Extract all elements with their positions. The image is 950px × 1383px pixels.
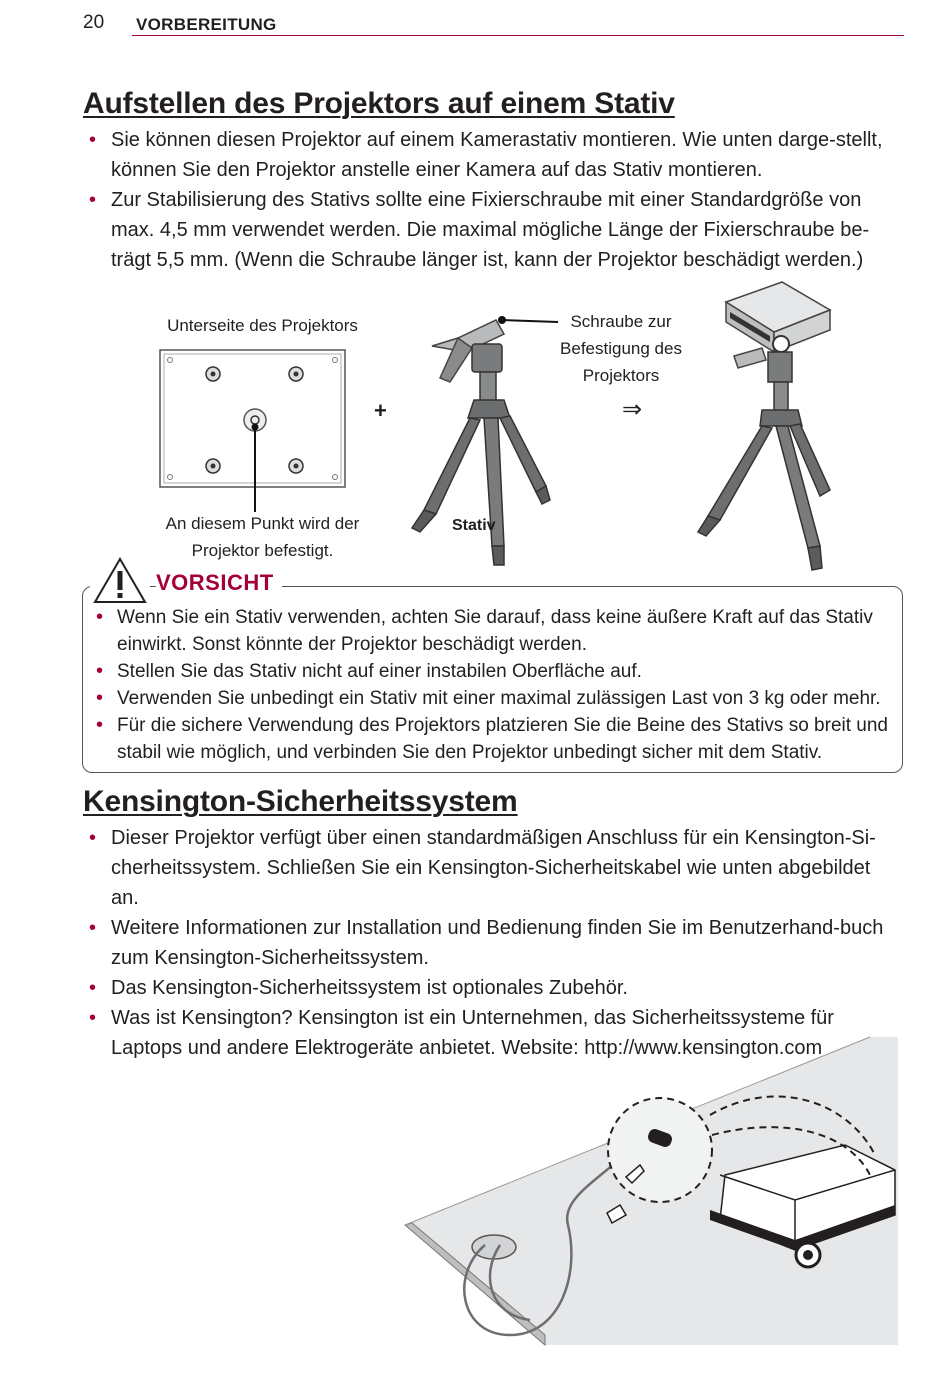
list-item: • Dieser Projektor verfügt über einen standardmäßigen Anschluss für ein Kensington-Si-cherheitssystem. Schließen Sie ein Kensington-Sicherheitskabel wie unten abgebildet an. (83, 823, 899, 913)
plus-symbol: + (374, 398, 387, 423)
tripod-label: Stativ (452, 517, 496, 534)
caution-triangle-bg (90, 556, 150, 606)
screw-label: Schraube zur Befestigung des Projektors (560, 312, 682, 385)
page-number: 20 (83, 12, 105, 33)
list-item: • Weitere Informationen zur Installation und Bedienung finden Sie im Benutzerhand-buch zum Kensington-Sicherheitssystem. (83, 913, 899, 973)
list-item: • Wenn Sie ein Stativ verwenden, achten Sie darauf, dass keine äußere Kraft auf das Stativ einwirkt. Sonst könnte der Projektor beschädigt werden. (82, 604, 900, 658)
kensington-bullet-list (83, 823, 899, 1063)
caution-title: VORSICHT (156, 570, 282, 596)
tripod-section-title: Aufstellen des Projektors auf einem Stativ (83, 87, 675, 120)
warning-triangle-icon (90, 556, 150, 606)
list-item: • Sie können diesen Projektor auf einem Kamerastativ montieren. Wie unten darge-stellt, können Sie den Projektor anstelle einer Kamera auf das Stativ montieren. (83, 125, 899, 185)
caution-bullet-list (82, 604, 900, 766)
underside-label: Unterseite des Projektors (167, 316, 358, 335)
list-item: • Stellen Sie das Stativ nicht auf einer instabilen Oberfläche auf. (82, 658, 900, 685)
arrow-symbol: ⇒ (622, 396, 643, 423)
kensington-lock-illustration (400, 1035, 900, 1350)
list-item: • Zur Stabilisierung des Stativs sollte eine Fixierschraube mit einer Standardgröße von max. 4,5 mm verwendet werden. Die maximal mögliche Länge der Fixierschraube be-trägt 5,5 mm. (Wenn die Schraube länger ist, kann der Projektor beschädigt werden.) (83, 185, 899, 275)
mount-point-label: An diesem Punkt wird der Projektor befestigt. (165, 514, 360, 560)
list-item: • Für die sichere Verwendung des Projektors platzieren Sie die Beine des Stativs so breit und stabil wie möglich, und verbinden Sie den Projektor unbedingt sicher mit dem Stativ. (82, 712, 900, 766)
header-rule (132, 35, 904, 36)
section-header: VORBEREITUNG (136, 15, 277, 34)
list-item: • Verwenden Sie unbedingt ein Stativ mit einer maximal zulässigen Last von 3 kg oder mehr. (82, 685, 900, 712)
projector-underside-illustration (150, 340, 360, 520)
tripod-bullet-list (83, 125, 899, 275)
tripod-with-projector-illustration (690, 276, 840, 576)
kensington-section-title: Kensington-Sicherheitssystem (83, 785, 518, 818)
list-item: • Das Kensington-Sicherheitssystem ist optionales Zubehör. (83, 973, 899, 1003)
list-item: • Was ist Kensington? Kensington ist ein Unternehmen, das Sicherheitssysteme für Laptops und andere Elektrogeräte anbietet. Website: http://www.kensington.com (83, 1003, 899, 1063)
